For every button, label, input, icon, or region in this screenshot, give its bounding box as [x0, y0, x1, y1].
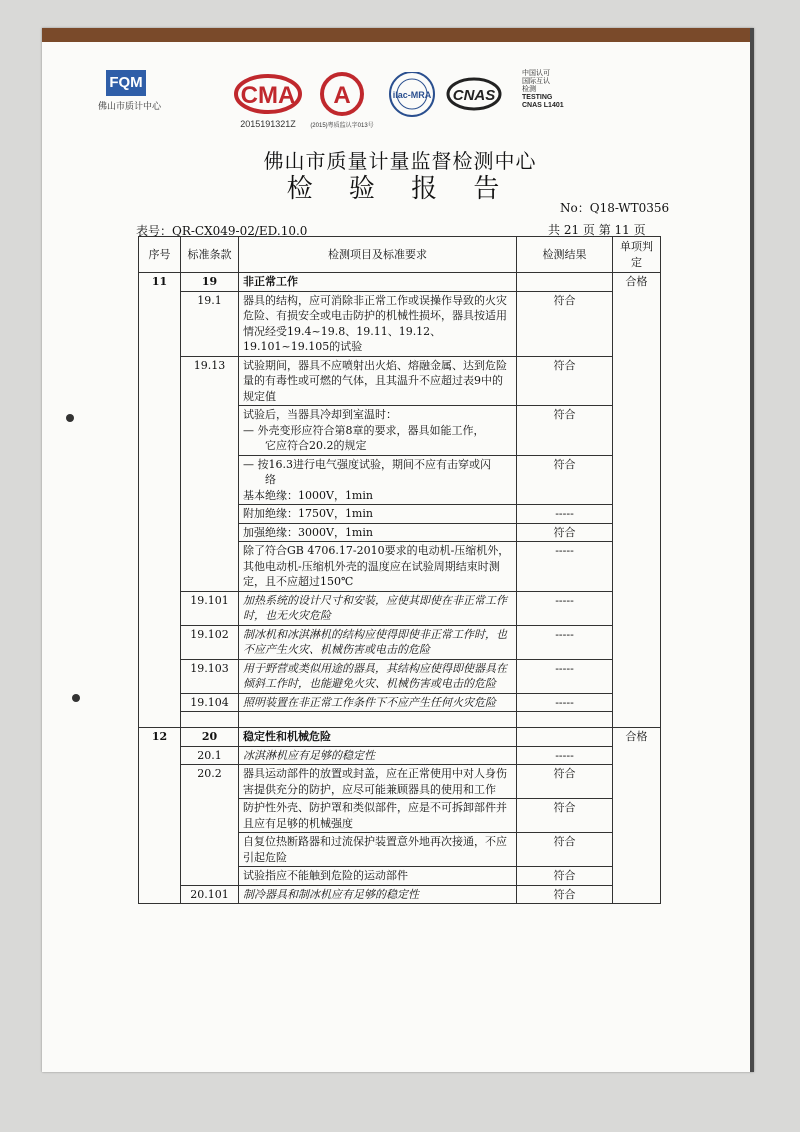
item-cell: 防护性外壳、防护罩和类似部件，应是不可拆卸部件并且应有足够的机械强度 [239, 799, 517, 833]
col-seq: 序号 [139, 237, 181, 273]
punch-mark [66, 414, 74, 422]
result-cell: ----- [517, 659, 613, 693]
item-cell: 用于野营或类似用途的器具，其结构应使得即使器具在倾斜工作时，也能避免火灾、机械伤害或电击的危险 [239, 659, 517, 693]
table-row [139, 625, 661, 659]
clause-cell: 19.1 [181, 291, 239, 356]
cma-number: 2015191321Z [240, 119, 296, 129]
item-cell: 制冰机和冰淇淋机的结构应使得即使非正常工作时，也不应产生火灾、机械伤害或电击的危险 [239, 625, 517, 659]
result-cell: ----- [517, 693, 613, 712]
table-row [139, 659, 661, 693]
item-cell: 自复位热断路器和过流保护装置意外地再次接通，不应引起危险 [239, 833, 517, 867]
result-cell: ----- [517, 591, 613, 625]
section-title: 非正常工作 [239, 273, 517, 292]
report-number: No：Q18-WT0356 [560, 201, 670, 215]
table-row [139, 591, 661, 625]
table-row [139, 273, 661, 292]
clause-cell: 20.2 [181, 765, 239, 886]
cnas-text: CNAS [452, 87, 496, 104]
result-cell: ----- [517, 625, 613, 659]
ilac-logo [390, 72, 434, 116]
result-cell: 符合 [517, 833, 613, 867]
clause-cell [181, 712, 239, 728]
seq-cell: 11 [139, 273, 181, 728]
clause-cell: 19.103 [181, 659, 239, 693]
table-row [139, 712, 661, 728]
organization-name: 佛山市质量计量监督检测中心 [263, 149, 537, 173]
clause-cell: 20.1 [181, 746, 239, 765]
section-title: 稳定性和机械危险 [239, 728, 517, 747]
item-cell: 除了符合GB 4706.17-2010要求的电动机-压缩机外，其他电动机-压缩机外壳的温度应在试验周期结束时测定，且不应超过150℃ [239, 542, 517, 592]
result-cell: 符合 [517, 455, 613, 505]
table-row [139, 746, 661, 765]
fqm-logo: FQM [106, 70, 146, 96]
table-row [139, 728, 661, 747]
table-row [139, 885, 661, 904]
result-cell: 符合 [517, 799, 613, 833]
result-cell: 符合 [517, 406, 613, 456]
item-cell: — 按16.3进行电气强度试验，期间不应有击穿或闪 络 基本绝缘：1000V，1min [239, 455, 517, 505]
item-cell: 器具运动部件的放置或封盖，应在正常使用中对人身伤害提供充分的防护，应尽可能兼顾器具的使用和工作 [239, 765, 517, 799]
result-cell: 符合 [517, 523, 613, 542]
table-row [139, 356, 661, 406]
item-cell: 试验后，当器具冷却到室温时： — 外壳变形应符合第8章的要求，器具如能工作， 它应符合20.2的规定 [239, 406, 517, 456]
result-cell: 符合 [517, 291, 613, 356]
item-cell: 附加绝缘：1750V，1min [239, 505, 517, 524]
item-cell: 照明装置在非正常工作条件下不应产生任何火灾危险 [239, 693, 517, 712]
inspection-table [138, 236, 661, 904]
result-cell: 符合 [517, 885, 613, 904]
item-cell: 加热系统的设计尺寸和安装，应使其即使在非正常工作时，也无火灾危险 [239, 591, 517, 625]
col-item: 检测项目及标准要求 [239, 237, 517, 273]
accreditation-logos [232, 72, 522, 132]
result-cell: ----- [517, 505, 613, 524]
form-number: 表号：QR-CX049-02/ED.10.0 [136, 224, 308, 238]
result-cell [517, 728, 613, 747]
clause-cell: 19 [181, 273, 239, 292]
seq-cell: 12 [139, 728, 181, 904]
cnas-caption: 中国认可 国际互认 检测 TESTING CNAS L1401 [522, 70, 564, 109]
item-cell: 加强绝缘：3000V，1min [239, 523, 517, 542]
table-row [139, 765, 661, 799]
item-cell: 器具的结构，应可消除非正常工作或误操作导致的火灾危险、有损安全或电击防护的机械性损坏，器具按适用情况经受19.4~19.8、19.11、19.12、19.101~19.105的试验 [239, 291, 517, 356]
clause-cell: 19.13 [181, 356, 239, 591]
clause-cell: 20 [181, 728, 239, 747]
cnas-logo [448, 79, 500, 109]
clause-cell: 19.102 [181, 625, 239, 659]
document-title: 检 验 报 告 [286, 174, 514, 204]
result-cell: ----- [517, 542, 613, 592]
cma-logo [236, 76, 300, 129]
col-result: 检测结果 [517, 237, 613, 273]
result-cell: ----- [517, 746, 613, 765]
clause-cell: 19.101 [181, 591, 239, 625]
item-cell: 试验期间，器具不应喷射出火焰、熔融金属、达到危险量的有毒性或可燃的气体，且其温升不应超过表9中的规定值 [239, 356, 517, 406]
result-cell: 符合 [517, 867, 613, 886]
clause-cell: 19.104 [181, 693, 239, 712]
ilac-text: ilac-MRA [392, 90, 432, 100]
cal-caption: (2015)粤质监认字013号 [310, 123, 374, 129]
col-judgement: 单项判定 [613, 237, 661, 273]
punch-mark [72, 694, 80, 702]
result-cell: 符合 [517, 765, 613, 799]
table-header-row [139, 237, 661, 273]
page-info: 共 21 页 第 11 页 [548, 223, 646, 237]
cal-logo [310, 74, 373, 129]
table-row [139, 693, 661, 712]
result-cell: 符合 [517, 356, 613, 406]
item-cell: 制冷器具和制冰机应有足够的稳定性 [239, 885, 517, 904]
item-cell: 试验指应不能触到危险的运动部件 [239, 867, 517, 886]
cal-text: A [333, 82, 351, 109]
item-cell [239, 712, 517, 728]
judgement-cell: 合格 [613, 728, 661, 904]
col-clause: 标准条款 [181, 237, 239, 273]
judgement-cell: 合格 [613, 273, 661, 728]
cma-text: CMA [240, 82, 296, 109]
fqm-caption: 佛山市质计中心 [98, 101, 162, 111]
result-cell [517, 273, 613, 292]
item-cell: 冰淇淋机应有足够的稳定性 [239, 746, 517, 765]
clause-cell: 20.101 [181, 885, 239, 904]
table-row [139, 291, 661, 356]
scan-top-edge [42, 28, 754, 42]
result-cell [517, 712, 613, 728]
